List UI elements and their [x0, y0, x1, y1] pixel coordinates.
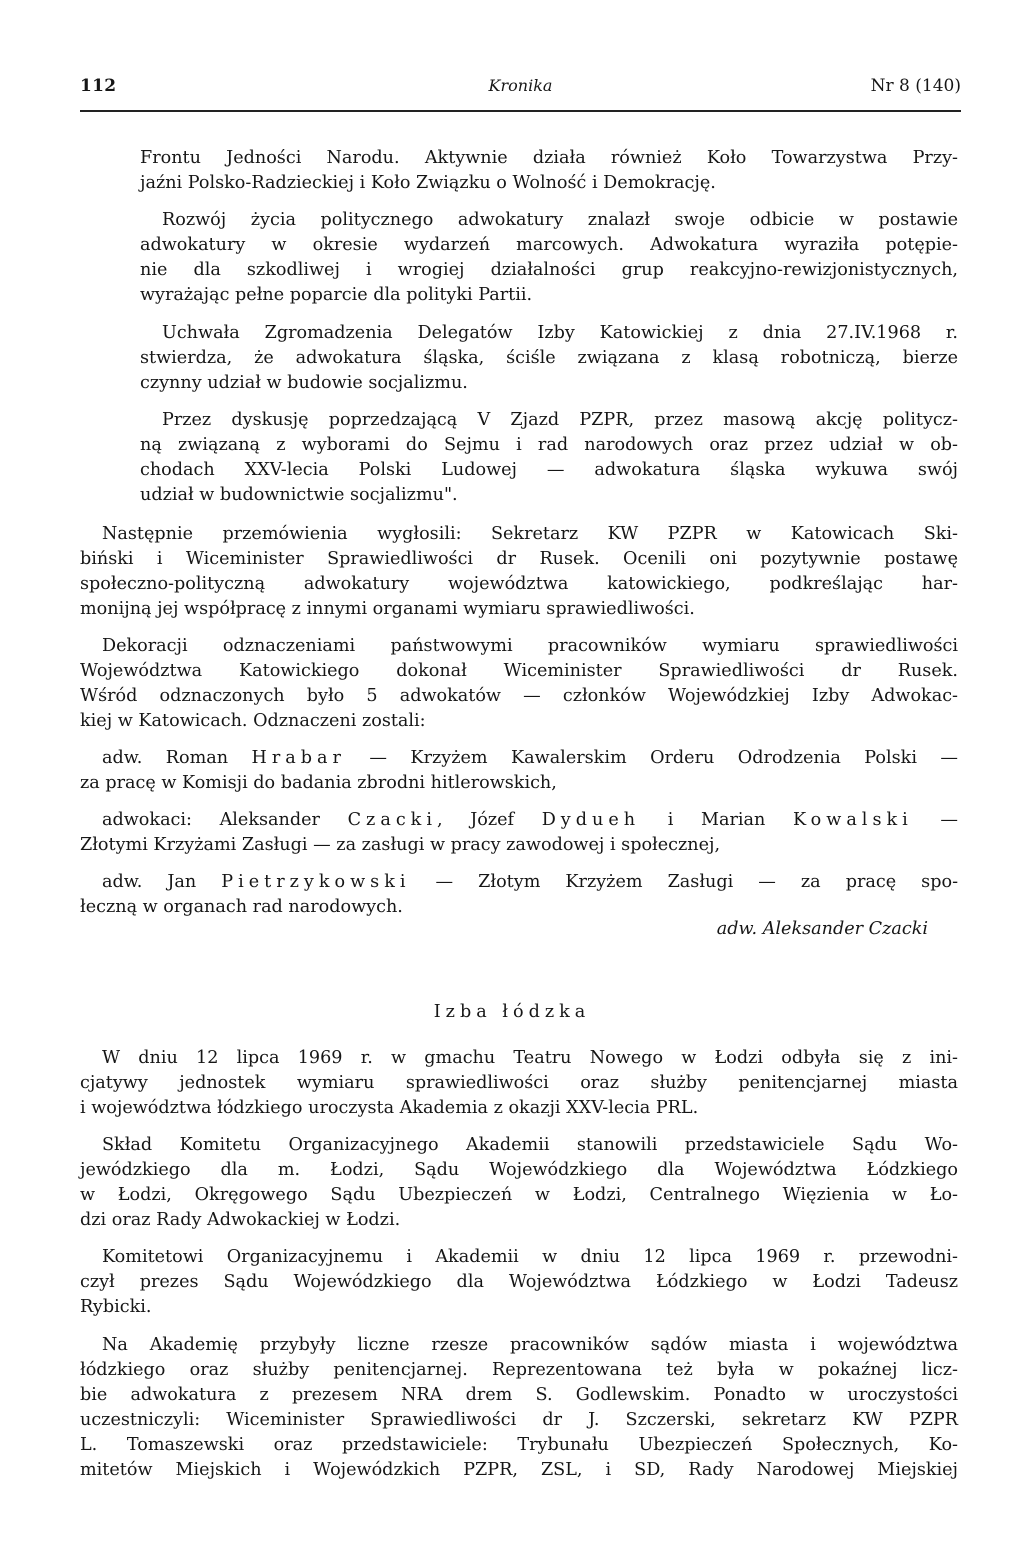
text-line: adwokatury w okresie wydarzeń marcowych. Adwokatura wyraziła potępie- [140, 235, 958, 255]
text-line: wyrażając pełne poparcie dla polityki Partii. [140, 285, 533, 305]
awardee-name: Dydueh [541, 810, 641, 830]
text-line: społeczno-polityczną adwokatury województwa katowickiego, podkreślając har- [80, 574, 958, 594]
text-line: Następnie przemówienia wygłosili: Sekretarz KW PZPR w Katowicach Ski- [102, 524, 958, 544]
text-line: W dniu 12 lipca 1969 r. w gmachu Teatru Nowego w Łodzi odbyła się z ini- [102, 1048, 958, 1068]
text-line: łódzkiego oraz służby penitencjarnej. Reprezentowana też była w pokaźnej licz- [80, 1360, 958, 1380]
text-line: Rozwój życia politycznego adwokatury znalazł swoje odbicie w postawie [162, 210, 958, 230]
text-line: Na Akademię przybyły liczne rzesze pracowników sądów miasta i województwa [102, 1335, 958, 1355]
awardee-name: Czacki [347, 810, 437, 830]
page-number: 112 [80, 76, 117, 96]
text-line: i województwa łódzkiego uroczysta Akademia z okazji XXV-lecia PRL. [80, 1098, 699, 1118]
text-line: dzi oraz Rady Adwokackiej w Łodzi. [80, 1210, 401, 1230]
text-line: za pracę w Komisji do badania zbrodni hitlerowskich, [80, 773, 557, 793]
text-line: Rybicki. [80, 1297, 152, 1317]
text-line: jaźni Polsko-Radzieckiej i Koło Związku o Wolność i Demokrację. [140, 173, 716, 193]
text-line: Przez dyskusję poprzedzającą V Zjazd PZPR, przez masową akcję politycz- [162, 410, 958, 430]
text-line: łeczną w organach rad narodowych. [80, 897, 403, 917]
text-line: w Łodzi, Okręgowego Sądu Ubezpieczeń w Łodzi, Centralnego Więzienia w Ło- [80, 1185, 958, 1205]
text-line: Komitetowi Organizacyjnemu i Akademii w dniu 12 lipca 1969 r. przewodni- [102, 1247, 958, 1267]
text-line: jewódzkiego dla m. Łodzi, Sądu Wojewódzkiego dla Województwa Łódzkiego [80, 1160, 958, 1180]
running-title: Kronika [488, 76, 553, 95]
award-line: adw. Roman Hrabar — Krzyżem Kawalerskim Orderu Odrodzenia Polski — [102, 748, 958, 768]
text-line: bie adwokatura z prezesem NRA drem S. Godlewskim. Ponadto w uroczystości [80, 1385, 958, 1405]
author-signature: adw. Aleksander Czacki [716, 919, 928, 939]
text-line: chodach XXV-lecia Polski Ludowej — adwokatura śląska wykuwa swój [140, 460, 958, 480]
award-line: adw. Jan Pietrzykowski — Złotym Krzyżem Zasługi — za pracę spo- [102, 872, 959, 892]
text-line: Uchwała Zgromadzenia Delegatów Izby Katowickiej z dnia 27.IV.1968 r. [162, 323, 958, 343]
text-line: Dekoracji odznaczeniami państwowymi pracowników wymiaru sprawiedliwości [102, 636, 958, 656]
text-line: nie dla szkodliwej i wrogiej działalności grup reakcyjno-rewizjonistycznych, [140, 260, 958, 280]
text-line: stwierdza, że adwokatura śląska, ściśle związana z klasą robotniczą, bierze [140, 348, 958, 368]
text-line: cjatywy jednostek wymiaru sprawiedliwości oraz służby penitencjarnej miasta [80, 1073, 958, 1093]
award-line: adwokaci: Aleksander Czacki, Józef Dydueh i Marian Kowalski — [102, 810, 958, 830]
text-line: udział w budownictwie socjalizmu". [140, 485, 458, 505]
awardee-name: Pietrzykowski [221, 872, 411, 892]
text-line: uczestniczyli: Wiceminister Sprawiedliwości dr J. Szczerski, sekretarz KW PZPR [80, 1410, 958, 1430]
text-line: biński i Wiceminister Sprawiedliwości dr Rusek. Ocenili oni pozytywnie postawę [80, 549, 958, 569]
text-line: Województwa Katowickiego dokonał Wiceminister Sprawiedliwości dr Rusek. [80, 661, 958, 681]
text-line: Wśród odznaczonych było 5 adwokatów — członków Wojewódzkiej Izby Adwokac- [80, 686, 958, 706]
text-line: kiej w Katowicach. Odznaczeni zostali: [80, 711, 426, 731]
text-line: Skład Komitetu Organizacyjnego Akademii stanowili przedstawiciele Sądu Wo- [102, 1135, 958, 1155]
text-line: Frontu Jedności Narodu. Aktywnie działa również Koło Towarzystwa Przy- [140, 148, 958, 168]
issue-number: Nr 8 (140) [870, 76, 961, 96]
section-heading: Izba łódzka [433, 1002, 591, 1022]
text-line: L. Tomaszewski oraz przedstawiciele: Trybunału Ubezpieczeń Społecznych, Ko- [80, 1435, 958, 1455]
header-rule [80, 110, 961, 112]
page-header [80, 76, 961, 112]
text-line: czył prezes Sądu Wojewódzkiego dla Województwa Łódzkiego w Łodzi Tadeusz [80, 1272, 958, 1292]
text-line: czynny udział w budowie socjalizmu. [140, 373, 468, 393]
text-line: ną związaną z wyborami do Sejmu i rad narodowych oraz przez udział w ob- [140, 435, 958, 455]
text-line: Złotymi Krzyżami Zasługi — za zasługi w pracy zawodowej i społecznej, [80, 835, 721, 855]
awardee-name: Kowalski [793, 810, 913, 830]
text-line: monijną jej współpracę z innymi organami wymiaru sprawiedliwości. [80, 599, 695, 619]
text-line: mitetów Miejskich i Wojewódzkich PZPR, ZSL, i SD, Rady Narodowej Miejskiej [80, 1460, 958, 1480]
awardee-name: Hrabar [251, 748, 346, 768]
